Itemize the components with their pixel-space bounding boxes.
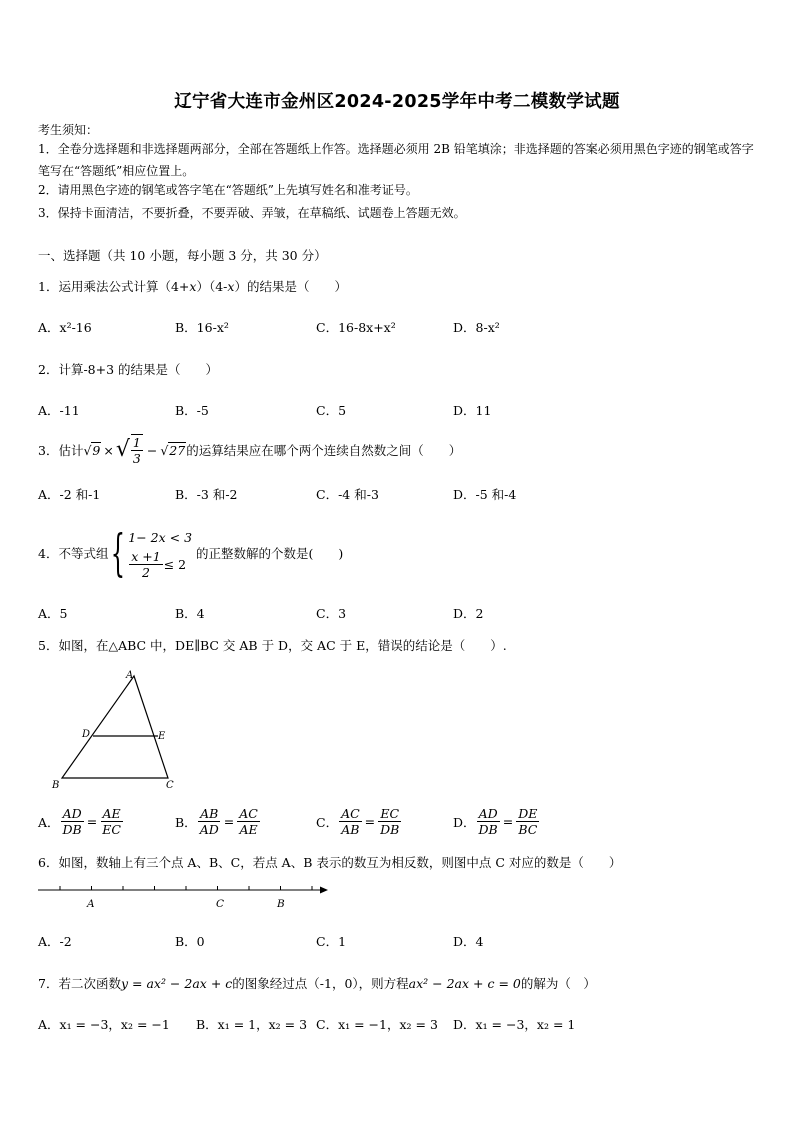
q5-option-c[interactable] <box>316 806 402 837</box>
arrow-right-icon <box>320 887 328 894</box>
q3-option-d[interactable]: D．-5 和-4 <box>453 487 517 502</box>
equals-sign: = <box>364 814 376 829</box>
frac-den: AB <box>341 822 360 837</box>
fraction <box>339 806 362 837</box>
q5-option-d[interactable] <box>453 806 540 837</box>
page-title: 辽宁省大连市金州区2024-2025学年中考二模数学试题 <box>174 92 620 112</box>
fraction <box>477 806 500 837</box>
notice-item-1: 1．全卷分选择题和非选择题两部分，全部在答题纸上作答。选择题必须用 2B 铅笔填涂；非选择题的答案必须用黑色字迹的钢笔或答字笔写在“答题纸”相应位置上。 <box>38 142 754 178</box>
q1-text-c: ）的结果是（ ） <box>234 279 347 294</box>
q7-suffix: 的解为（ ） <box>520 976 596 991</box>
q5-option-letter: C． <box>316 814 339 830</box>
q1-var-x: x <box>227 279 235 294</box>
q6-option-d[interactable]: D．4 <box>453 934 484 949</box>
q1-option-b[interactable]: B．16-x² <box>175 320 229 335</box>
equals-sign: = <box>86 814 98 829</box>
label-c: C <box>166 780 174 791</box>
section-heading: 一、选择题（共 10 小题，每小题 3 分，共 30 分） <box>38 248 327 263</box>
fraction <box>61 806 84 837</box>
equals-sign: = <box>502 814 514 829</box>
fraction <box>198 806 221 837</box>
q5-option-letter: A． <box>38 814 60 830</box>
q3-expression <box>83 434 186 466</box>
minus-symbol: − <box>146 442 158 458</box>
q4-ineq-1: 1− 2x < 3 <box>128 529 193 545</box>
q4-prefix: 4．不等式组 <box>38 546 109 561</box>
question-7 <box>38 974 596 992</box>
q3-prefix: 3．估计 <box>38 443 84 458</box>
q4-option-b[interactable]: B．4 <box>175 606 205 621</box>
q7-option-c[interactable]: C．x₁ = −1，x₂ = 3 <box>316 1017 438 1032</box>
brace-icon: { <box>111 524 126 582</box>
axis-label-a: A <box>87 898 95 910</box>
question-5: 5．如图，在△ABC 中，DE∥BC 交 AB 于 D，交 AC 于 E，错误的结论是（ ）. <box>38 638 507 653</box>
q3-frac-den: 3 <box>132 451 141 466</box>
sqrt-symbol: √ <box>115 437 130 462</box>
q1-text-b: ）（4- <box>196 279 228 294</box>
label-d: D <box>82 729 91 740</box>
q2-option-d[interactable]: D．11 <box>453 403 492 418</box>
q4-frac-den: 2 <box>142 564 150 580</box>
frac-num: AB <box>200 806 219 821</box>
times-symbol: × <box>103 442 114 458</box>
fraction <box>516 806 539 837</box>
q6-option-c[interactable]: C．1 <box>316 934 347 949</box>
q4-ineq-2-rhs: ≤ 2 <box>163 556 187 572</box>
q7-option-a[interactable]: A．x₁ = −3，x₂ = −1 <box>38 1017 170 1032</box>
q6-option-a[interactable]: A．-2 <box>38 934 72 949</box>
q5-option-letter: B． <box>175 814 197 830</box>
q4-option-c[interactable]: C．3 <box>316 606 347 621</box>
triangle-figure <box>48 666 188 796</box>
label-e: E <box>158 731 166 742</box>
q7-function: y = ax² − 2ax + c <box>120 976 233 991</box>
q4-frac-num: x +1 <box>131 548 161 564</box>
frac-den: DB <box>62 822 82 837</box>
q3-option-b[interactable]: B．-3 和-2 <box>175 487 238 502</box>
label-a: A <box>126 670 134 681</box>
q7-option-b[interactable]: B．x₁ = 1，x₂ = 3 <box>196 1017 308 1032</box>
q3-option-a[interactable]: A．-2 和-1 <box>38 487 101 502</box>
frac-den: DB <box>478 822 498 837</box>
q4-suffix: 的正整数解的个数是( ) <box>196 546 344 561</box>
frac-den: DB <box>380 822 400 837</box>
notice-item-2: 2．请用黑色字迹的钢笔或答字笔在“答题纸”上先填写姓名和准考证号。 <box>38 183 418 197</box>
q3-frac-num: 1 <box>132 435 141 450</box>
label-b: B <box>52 780 60 791</box>
q7-equation: ax² − 2ax + c = 0 <box>408 976 521 991</box>
frac-num: AE <box>102 806 121 821</box>
frac-den: AD <box>199 822 219 837</box>
q4-system <box>128 527 192 580</box>
sqrt-symbol: √ <box>83 442 92 458</box>
frac-num: AD <box>478 806 498 821</box>
frac-den: AE <box>239 822 258 837</box>
notice-item-3: 3．保持卡面清洁，不要折叠，不要弄破、弄皱，在草稿纸、试题卷上答题无效。 <box>38 206 466 220</box>
q1-text-a: 1．运用乘法公式计算（4+ <box>38 279 190 294</box>
frac-den: BC <box>518 822 538 837</box>
question-2: 2．计算-8+3 的结果是（ ） <box>38 362 219 377</box>
q1-option-d[interactable]: D．8-x² <box>453 320 500 335</box>
q1-option-c[interactable]: C．16-8x+x² <box>316 320 396 335</box>
frac-num: AC <box>239 806 258 821</box>
q3-sqrt27: 27 <box>169 443 186 458</box>
q1-option-a[interactable]: A．x²-16 <box>38 320 92 335</box>
notice-heading: 考生须知： <box>38 123 99 137</box>
q4-option-a[interactable]: A．5 <box>38 606 68 621</box>
question-4 <box>38 521 343 585</box>
number-line-figure <box>36 878 336 914</box>
q2-option-c[interactable]: C．5 <box>316 403 347 418</box>
q2-option-b[interactable]: B．-5 <box>175 403 209 418</box>
axis-label-c: C <box>216 898 225 910</box>
triangle-abc <box>62 676 168 778</box>
q7-option-d[interactable]: D．x₁ = −3，x₂ = 1 <box>453 1017 576 1032</box>
q4-fraction <box>129 549 162 580</box>
frac-den: EC <box>102 822 121 837</box>
q3-suffix: 的运算结果应在哪个两个连续自然数之间（ ） <box>186 443 462 458</box>
q5-option-letter: D． <box>453 814 476 830</box>
q3-fraction <box>131 434 143 466</box>
fraction <box>237 806 260 837</box>
question-6: 6．如图，数轴上有三个点 A、B、C，若点 A、B 表示的数互为相反数，则图中点 C 对应的数是（ ） <box>38 855 622 870</box>
q7-prefix: 7．若二次函数 <box>38 976 121 991</box>
q2-option-a[interactable]: A．-11 <box>38 403 80 418</box>
equals-sign: = <box>223 814 235 829</box>
frac-num: AC <box>341 806 360 821</box>
frac-num: AD <box>62 806 82 821</box>
q4-option-d[interactable]: D．2 <box>453 606 484 621</box>
question-3 <box>38 430 461 470</box>
axis-label-b: B <box>277 898 285 910</box>
question-1 <box>38 277 347 295</box>
fraction <box>100 806 123 837</box>
frac-num: DE <box>518 806 538 821</box>
q5-option-b[interactable] <box>175 806 261 837</box>
frac-num: EC <box>380 806 400 821</box>
q5-option-a[interactable] <box>38 806 124 837</box>
number-line-ticks <box>60 886 312 890</box>
fraction <box>378 806 401 837</box>
q6-option-b[interactable]: B．0 <box>175 934 205 949</box>
q1-var-x: x <box>189 279 197 294</box>
q7-middle: 的图象经过点（-1，0），则方程 <box>232 976 409 991</box>
q3-option-c[interactable]: C．-4 和-3 <box>316 487 379 502</box>
sqrt-symbol: √ <box>160 442 169 458</box>
q3-sqrt9: 9 <box>92 443 101 458</box>
